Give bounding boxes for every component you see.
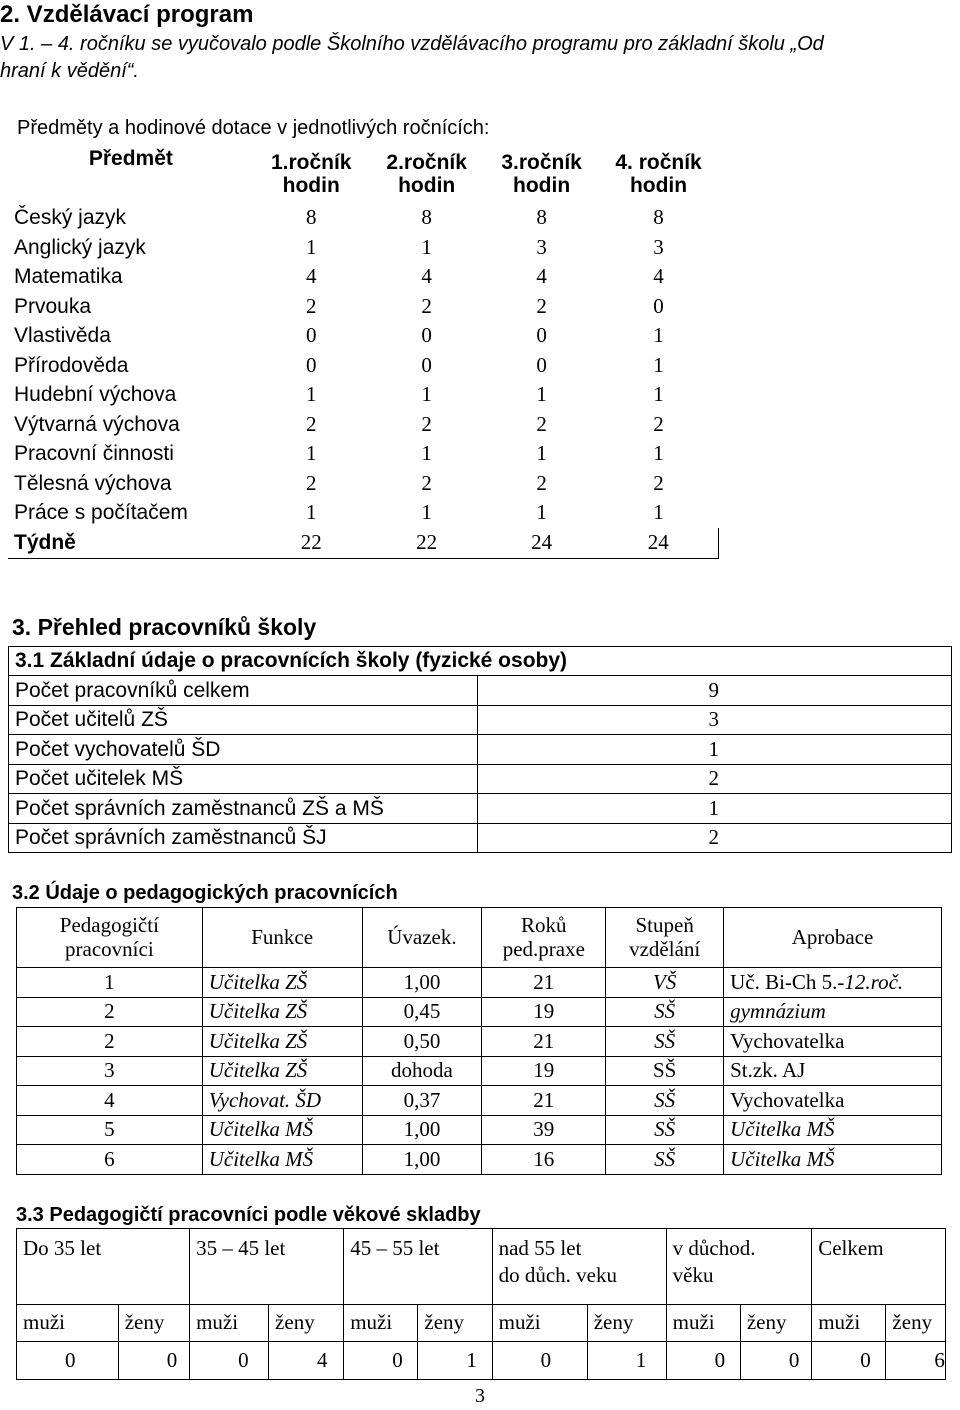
hours-cell: 2 bbox=[305, 293, 317, 318]
staff-qualification bbox=[724, 1027, 942, 1057]
subject-name: Přírodověda bbox=[14, 353, 129, 377]
age-group-line1: nad 55 let bbox=[498, 1236, 582, 1260]
staff-qualification bbox=[724, 1056, 942, 1086]
subject-name: Výtvarná výchova bbox=[14, 412, 180, 436]
staff-workload: 1,00 bbox=[362, 1115, 482, 1145]
stupen-header: Stupeň vzdělání bbox=[606, 908, 724, 968]
total-hours-cell: 22 bbox=[369, 528, 485, 559]
staff-workload: 1,00 bbox=[362, 968, 482, 998]
age-group-line1: Do 35 let bbox=[23, 1236, 102, 1260]
hours-cell: 3 bbox=[536, 234, 547, 259]
age-group-line1: 35 – 45 let bbox=[196, 1236, 286, 1260]
basic-staff-value: 9 bbox=[478, 676, 952, 706]
age-structure-table bbox=[16, 1228, 946, 1380]
basic-staff-label: Počet učitelů ZŠ bbox=[9, 705, 478, 735]
staff-function: Vychovat. ŠD bbox=[202, 1086, 362, 1116]
staff-years: 21 bbox=[482, 1086, 606, 1116]
age-group-header bbox=[344, 1229, 492, 1305]
gender-label: ženy bbox=[418, 1305, 492, 1342]
staff-function: Učitelka ZŠ bbox=[202, 968, 362, 998]
gender-label: muži bbox=[812, 1305, 886, 1342]
staff-education: SŠ bbox=[606, 1027, 724, 1057]
hours-cell: 4 bbox=[536, 264, 547, 289]
subject-row bbox=[8, 292, 719, 322]
hours-cell: 8 bbox=[653, 205, 664, 230]
hours-cell: 1 bbox=[421, 234, 432, 259]
age-count: 0 bbox=[17, 1342, 119, 1380]
grade-4-header: 4. ročník hodin bbox=[615, 150, 702, 197]
subject-name: Matematika bbox=[14, 265, 123, 289]
age-group-line1: v důchod. bbox=[672, 1236, 756, 1260]
uvazek-header: Úvazek. bbox=[362, 908, 482, 968]
staff-row bbox=[17, 1145, 942, 1175]
roku-header: Roků ped.praxe bbox=[482, 908, 606, 968]
hours-cell: 0 bbox=[421, 352, 432, 377]
hours-cell: 1 bbox=[536, 382, 547, 407]
hours-cell: 2 bbox=[536, 411, 547, 436]
staff-qualification bbox=[724, 1086, 942, 1116]
staff-row bbox=[17, 1086, 942, 1116]
staff-years: 39 bbox=[482, 1115, 606, 1145]
staff-number: 4 bbox=[17, 1086, 203, 1116]
staff-function: Učitelka ZŠ bbox=[202, 1027, 362, 1057]
staff-function: Učitelka MŠ bbox=[202, 1145, 362, 1175]
hours-cell: 3 bbox=[653, 234, 664, 259]
page-number: 3 bbox=[475, 1385, 485, 1407]
staff-education: SŠ bbox=[606, 997, 724, 1027]
staff-education: SŠ bbox=[606, 1086, 724, 1116]
basic-staff-label: Počet správních zaměstnanců ŠJ bbox=[9, 823, 478, 853]
basic-staff-label: Počet vychovatelů ŠD bbox=[9, 735, 478, 765]
staff-number: 5 bbox=[17, 1115, 203, 1145]
qualification-text: Vychovatelka bbox=[730, 1087, 845, 1112]
hours-cell: 8 bbox=[421, 205, 432, 230]
subject-row bbox=[8, 439, 719, 469]
staff-years: 16 bbox=[482, 1145, 606, 1175]
basic-staff-value: 2 bbox=[478, 764, 952, 794]
gender-row bbox=[17, 1305, 946, 1342]
hours-cell: 4 bbox=[653, 264, 664, 289]
staff-years: 21 bbox=[482, 968, 606, 998]
staff-function: Učitelka ZŠ bbox=[202, 1056, 362, 1086]
staff-qualification bbox=[724, 1145, 942, 1175]
age-group-header bbox=[812, 1229, 946, 1305]
age-group-header bbox=[190, 1229, 344, 1305]
age-count: 0 bbox=[118, 1342, 189, 1380]
hours-cell: 0 bbox=[536, 352, 547, 377]
gender-label: muži bbox=[17, 1305, 119, 1342]
basic-staff-value: 1 bbox=[478, 735, 952, 765]
subject-header: Předmět bbox=[88, 147, 173, 170]
hours-cell: 4 bbox=[305, 264, 317, 289]
hours-cell: 1 bbox=[305, 441, 317, 466]
hours-cell: 1 bbox=[653, 352, 664, 377]
staff-qualification bbox=[724, 968, 942, 998]
hours-cell: 1 bbox=[421, 382, 432, 407]
staff-education: VŠ bbox=[606, 968, 724, 998]
subject-row bbox=[8, 321, 719, 351]
gender-label: muži bbox=[190, 1305, 269, 1342]
hours-cell: 8 bbox=[536, 205, 547, 230]
hours-cell: 1 bbox=[653, 441, 664, 466]
age-structure-title: 3.3 Pedagogičtí pracovníci podle věkové skladby bbox=[16, 1204, 481, 1226]
hours-cell: 0 bbox=[421, 323, 432, 348]
subject-name: Práce s počítačem bbox=[14, 501, 188, 525]
intro-line-2: hraní k vědění“. bbox=[0, 60, 139, 82]
subject-name: Anglický jazyk bbox=[14, 235, 146, 259]
staff-workload: 0,45 bbox=[362, 997, 482, 1027]
basic-staff-row bbox=[9, 764, 952, 794]
hours-cell: 1 bbox=[653, 382, 664, 407]
subject-row bbox=[8, 351, 719, 381]
age-group-line1: 45 – 55 let bbox=[350, 1236, 440, 1260]
grade-1-header: 1.ročník hodin bbox=[270, 150, 352, 197]
age-count: 0 bbox=[740, 1342, 811, 1380]
staff-workload: 0,37 bbox=[362, 1086, 482, 1116]
subject-name: Hudební výchova bbox=[14, 383, 177, 407]
staff-qualification bbox=[724, 997, 942, 1027]
subject-row bbox=[8, 262, 719, 292]
age-group-line1: Celkem bbox=[818, 1236, 884, 1260]
staff-education: SŠ bbox=[606, 1115, 724, 1145]
age-count: 0 bbox=[492, 1342, 587, 1380]
staff-row bbox=[17, 1056, 942, 1086]
age-count: 4 bbox=[269, 1342, 344, 1380]
staff-workload: 1,00 bbox=[362, 1145, 482, 1175]
staff-function: Učitelka ZŠ bbox=[202, 997, 362, 1027]
age-group-header bbox=[17, 1229, 190, 1305]
gender-label: ženy bbox=[886, 1305, 946, 1342]
basic-staff-label: Počet pracovníků celkem bbox=[9, 676, 478, 706]
grade-3-header: 3.ročník hodin bbox=[501, 150, 582, 197]
hours-cell: 1 bbox=[653, 500, 664, 525]
hours-cell: 2 bbox=[305, 411, 317, 436]
ped-header: Pedagogičtí pracovníci bbox=[17, 908, 203, 968]
staff-number: 2 bbox=[17, 1027, 203, 1057]
qualification-text: Vychovatelka bbox=[730, 1028, 845, 1053]
section-3-heading: 3. Přehled pracovníků školy bbox=[12, 614, 317, 640]
staff-details-title: 3.2 Údaje o pedagogických pracovnících bbox=[12, 882, 398, 904]
grade-2-header: 2.ročník hodin bbox=[386, 150, 467, 197]
gender-label: ženy bbox=[118, 1305, 189, 1342]
basic-staff-label: Počet správních zaměstnanců ZŠ a MŠ bbox=[9, 794, 478, 824]
hours-cell: 8 bbox=[305, 205, 317, 230]
basic-staff-value: 2 bbox=[478, 823, 952, 853]
hours-cell: 2 bbox=[421, 470, 432, 495]
hours-cell: 0 bbox=[653, 293, 664, 318]
hours-cell: 1 bbox=[305, 234, 317, 259]
hours-cell: 1 bbox=[536, 441, 547, 466]
age-count: 1 bbox=[418, 1342, 492, 1380]
age-group-header bbox=[666, 1229, 812, 1305]
intro-line-1: V 1. – 4. ročníku se vyučovalo podle Školního vzdělávacího programu pro základní školu „Od bbox=[0, 33, 824, 55]
qualification-text-italic: Učitelka MŠ bbox=[730, 1146, 835, 1171]
hours-cell: 1 bbox=[653, 323, 664, 348]
subject-row bbox=[8, 203, 719, 233]
hours-cell: 0 bbox=[305, 352, 317, 377]
qualification-text-italic: gymnázium bbox=[730, 999, 826, 1024]
staff-years: 21 bbox=[482, 1027, 606, 1057]
hours-cell: 4 bbox=[421, 264, 432, 289]
funkce-header: Funkce bbox=[202, 908, 362, 968]
qualification-text-italic: Učitelka MŠ bbox=[730, 1117, 835, 1142]
staff-header-row bbox=[17, 908, 942, 968]
aprobace-header: Aprobace bbox=[724, 908, 942, 968]
total-hours-cell: 24 bbox=[599, 528, 719, 559]
age-values-row bbox=[17, 1342, 946, 1380]
hours-cell: 1 bbox=[421, 441, 432, 466]
basic-staff-value: 3 bbox=[478, 705, 952, 735]
hours-cell: 2 bbox=[536, 293, 547, 318]
gender-label: ženy bbox=[587, 1305, 666, 1342]
basic-staff-row bbox=[9, 735, 952, 765]
subject-row bbox=[8, 498, 719, 528]
basic-staff-title: 3.1 Základní údaje o pracovnících školy (fyzické osoby) bbox=[9, 647, 952, 676]
qualification-text-italic: 12.roč. bbox=[844, 969, 904, 994]
hours-cell: 2 bbox=[536, 470, 547, 495]
gender-label: ženy bbox=[269, 1305, 344, 1342]
basic-staff-row bbox=[9, 794, 952, 824]
staff-education: SŠ bbox=[606, 1056, 724, 1086]
basic-staff-row bbox=[9, 823, 952, 853]
total-label: Týdně bbox=[8, 528, 254, 559]
staff-row bbox=[17, 1115, 942, 1145]
hours-cell: 2 bbox=[305, 470, 317, 495]
age-count: 0 bbox=[190, 1342, 269, 1380]
total-hours-cell: 24 bbox=[485, 528, 599, 559]
subject-name: Tělesná výchova bbox=[14, 471, 172, 495]
staff-number: 3 bbox=[17, 1056, 203, 1086]
age-group-line2: věku bbox=[672, 1263, 714, 1288]
hours-cell: 1 bbox=[305, 500, 317, 525]
subjects-total-row bbox=[8, 528, 719, 559]
qualification-text: Uč. Bi-Ch 5.- bbox=[730, 969, 845, 994]
gender-label: muži bbox=[344, 1305, 418, 1342]
staff-details-table bbox=[16, 907, 942, 1175]
age-group-header bbox=[492, 1229, 666, 1305]
gender-label: muži bbox=[492, 1305, 587, 1342]
subject-row bbox=[8, 380, 719, 410]
hours-cell: 1 bbox=[305, 382, 317, 407]
subjects-header-row bbox=[8, 145, 719, 203]
age-count: 0 bbox=[666, 1342, 740, 1380]
staff-number: 2 bbox=[17, 997, 203, 1027]
total-hours-cell: 22 bbox=[254, 528, 369, 559]
basic-staff-row bbox=[9, 676, 952, 706]
hours-cell: 1 bbox=[536, 500, 547, 525]
staff-row bbox=[17, 968, 942, 998]
hours-cell: 2 bbox=[421, 411, 432, 436]
staff-row bbox=[17, 997, 942, 1027]
age-count: 0 bbox=[812, 1342, 886, 1380]
basic-staff-label: Počet učitelek MŠ bbox=[9, 764, 478, 794]
staff-years: 19 bbox=[482, 997, 606, 1027]
basic-staff-row bbox=[9, 705, 952, 735]
age-count: 6 bbox=[886, 1342, 946, 1380]
staff-workload: 0,50 bbox=[362, 1027, 482, 1057]
subject-name: Prvouka bbox=[14, 294, 92, 318]
subject-name: Pracovní činnosti bbox=[14, 442, 174, 466]
hours-cell: 0 bbox=[305, 323, 317, 348]
subject-row bbox=[8, 233, 719, 263]
age-group-line2: do důch. veku bbox=[498, 1263, 618, 1288]
basic-staff-table bbox=[8, 646, 952, 853]
hours-cell: 2 bbox=[653, 411, 664, 436]
subject-name: Vlastivěda bbox=[14, 324, 111, 348]
staff-number: 6 bbox=[17, 1145, 203, 1175]
staff-number: 1 bbox=[17, 968, 203, 998]
gender-label: muži bbox=[666, 1305, 740, 1342]
hours-cell: 2 bbox=[421, 293, 432, 318]
age-count: 1 bbox=[587, 1342, 666, 1380]
age-count: 0 bbox=[344, 1342, 418, 1380]
staff-row bbox=[17, 1027, 942, 1057]
subject-name: Český jazyk bbox=[14, 206, 127, 230]
subjects-table bbox=[8, 145, 719, 559]
staff-function: Učitelka MŠ bbox=[202, 1115, 362, 1145]
subject-row bbox=[8, 469, 719, 499]
staff-qualification bbox=[724, 1115, 942, 1145]
hours-cell: 2 bbox=[653, 470, 664, 495]
staff-education: SŠ bbox=[606, 1145, 724, 1175]
subjects-subheading: Předměty a hodinové dotace v jednotlivých ročnících: bbox=[17, 117, 490, 139]
section-2-heading: 2. Vzdělávací program bbox=[0, 1, 254, 28]
hours-cell: 1 bbox=[421, 500, 432, 525]
staff-workload: dohoda bbox=[362, 1056, 482, 1086]
staff-years: 19 bbox=[482, 1056, 606, 1086]
qualification-text: St.zk. AJ bbox=[730, 1058, 806, 1083]
subject-row bbox=[8, 410, 719, 440]
basic-staff-value: 1 bbox=[478, 794, 952, 824]
hours-cell: 0 bbox=[536, 323, 547, 348]
age-group-row bbox=[17, 1229, 946, 1305]
gender-label: ženy bbox=[740, 1305, 811, 1342]
